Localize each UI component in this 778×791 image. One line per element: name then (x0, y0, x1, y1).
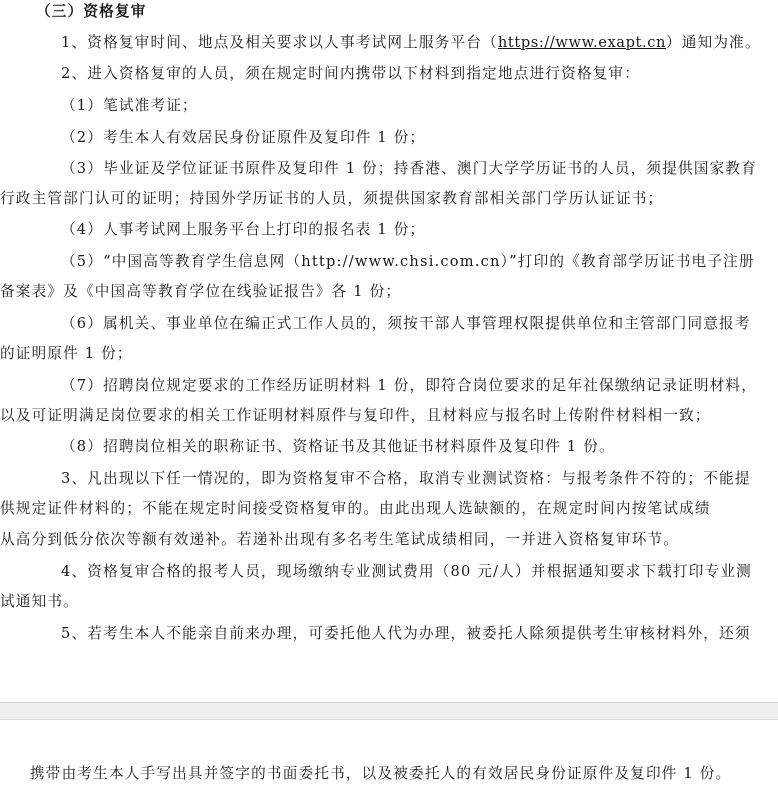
exapt-link[interactable]: https://www.exapt.cn (497, 34, 666, 51)
paragraph-line: 携带由考生本人手写出具并签字的书面委托书，以及被委托人的有效居民身份证原件及复印件 1 份。 (30, 765, 732, 782)
section-heading: （三）资格复审 (36, 3, 147, 20)
paragraph-line: 3、凡出现以下任一情况的，即为资格复审不合格，取消专业测试资格：与报考条件不符的；不能提 (61, 470, 751, 487)
paragraph-line: （8）招聘岗位相关的职称证书、资格证书及其他证书材料原件及复印件 1 份。 (61, 438, 615, 455)
paragraph-line: （5）“中国高等教育学生信息网（http://www.chsi.com.cn）”打印的《教育部学历证书电子注册 (61, 253, 755, 270)
paragraph-line: 以及可证明满足岗位要求的相关工作证明材料原件与复印件，且材料应与报名时上传附件材料相一致； (0, 407, 711, 424)
paragraph-line: （6）属机关、事业单位在编正式工作人员的，须按干部人事管理权限提供单位和主管部门同意报考 (61, 315, 751, 332)
paragraph-line: 供规定证件材料的；不能在规定时间接受资格复审的。由此出现人选缺额的，在规定时间内按笔试成绩 (0, 500, 711, 517)
paragraph-line: 4、资格复审合格的报考人员，现场缴纳专业测试费用（80 元/人）并根据通知要求下载打印专业测 (61, 563, 752, 580)
page-break-gap (0, 702, 778, 720)
line-text: 1、资格复审时间、地点及相关要求以人事考试网上服务平台（ (61, 34, 498, 51)
paragraph-line: 备案表》及《中国高等教育学位在线验证报告》各 1 份； (0, 283, 402, 300)
line-text-suffix: ）通知为准。 (666, 34, 761, 51)
paragraph-line: （1）笔试准考证； (61, 97, 198, 114)
paragraph-line: （3）毕业证及学位证证书原件及复印件 1 份；持香港、澳门大学学历证书的人员，须提供国家教育 (61, 160, 757, 177)
paragraph-line: （4）人事考试网上服务平台上打印的报名表 1 份； (61, 221, 426, 238)
paragraph-line: 从高分到低分依次等额有效递补。若递补出现有多名考生笔试成绩相同，一并进入资格复审环节。 (0, 531, 680, 548)
paragraph-line: （2）考生本人有效居民身份证原件及复印件 1 份； (61, 129, 426, 146)
paragraph-line (61, 33, 761, 53)
document-page-2 (0, 720, 778, 791)
paragraph-line: 的证明原件 1 份； (0, 345, 133, 362)
paragraph-line: 2、进入资格复审的人员，须在规定时间内携带以下材料到指定地点进行资格复审： (61, 65, 641, 82)
paragraph-line: （7）招聘岗位规定要求的工作经历证明材料 1 份，即符合岗位要求的足年社保缴纳记录证明材料， (61, 377, 757, 394)
paragraph-line: 行政主管部门认可的证明；持国外学历证书的人员，须提供国家教育部相关部门学历认证证书； (0, 190, 664, 207)
paragraph-line: 5、若考生本人不能亲自前来办理，可委托他人代为办理，被委托人除须提供考生审核材料外，还须 (61, 625, 751, 642)
paragraph-line: 试通知书。 (0, 593, 79, 610)
